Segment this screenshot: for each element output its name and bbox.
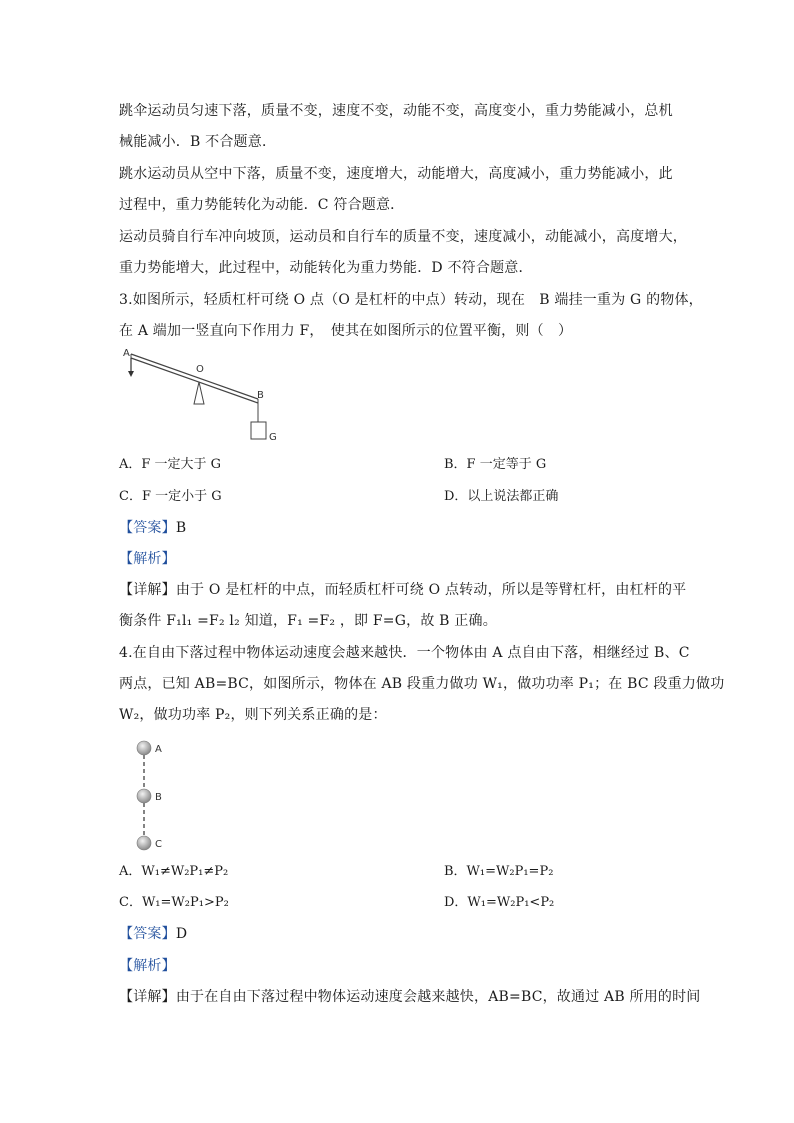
question-4-line-2: 两点，已知 AB=BC，如图所示，物体在 AB 段重力做功 W₁，做功功率 P₁；在 BC 段重力做功 — [119, 676, 725, 692]
q3-analysis-tag: 【解析】 — [119, 551, 176, 567]
q3-detail-line-1 — [119, 580, 686, 600]
lever-label-o: O — [196, 364, 204, 375]
ball-a — [137, 741, 151, 755]
q4-answer — [119, 924, 187, 944]
question-3-line-2: 在 A 端加一竖直向下作用力 F， 使其在如图所示的位置平衡，则（ ） — [119, 323, 573, 339]
falling-ball-figure — [128, 736, 188, 854]
lever-bar-top — [131, 354, 258, 399]
fulcrum-triangle — [194, 382, 204, 404]
lever-figure — [120, 344, 280, 444]
q4-detail-text-1: 由于在自由下落过程中物体运动速度会越来越快，AB=BC，故通过 AB 所用的时间 — [175, 989, 701, 1005]
q4-option-b: B．W₁=W₂P₁=P₂ — [444, 864, 554, 879]
lever-bar-bottom — [131, 358, 258, 403]
ball-c — [137, 836, 151, 850]
text-line-3: 跳水运动员从空中下落，质量不变，速度增大，动能增大，高度减小，重力势能减小，此 — [119, 166, 673, 182]
q3-option-a: A．F 一定大于 G — [119, 457, 222, 472]
q3-answer-tag: 【答案】 — [119, 520, 176, 536]
question-3-line-1: 3.如图所示，轻质杠杆可绕 O 点（O 是杠杆的中点）转动，现在 B 端挂一重为 G 的物体， — [119, 292, 703, 308]
q3-option-d: D．以上说法都正确 — [444, 489, 559, 504]
q3-detail-line-2: 衡条件 F₁l₁ =F₂ l₂ 知道，F₁ =F₂ ，即 F=G，故 B 正确。 — [119, 613, 497, 629]
q3-option-c: C．F 一定小于 G — [119, 489, 222, 504]
ball-b — [137, 789, 151, 803]
q4-analysis-tag: 【解析】 — [119, 958, 176, 974]
q3-answer-value: B — [175, 520, 187, 536]
q4-detail-line-1 — [119, 987, 701, 1007]
q4-option-c: C．W₁=W₂P₁>P₂ — [119, 895, 229, 910]
lever-label-a: A — [123, 348, 130, 359]
q3-detail-text-1: 由于 O 是杠杆的中点，而轻质杠杆可绕 O 点转动，所以是等臂杠杆，由杠杆的平 — [175, 582, 687, 598]
q3-answer — [119, 518, 186, 538]
q4-analysis — [119, 956, 176, 976]
q4-detail-tag: 【详解】 — [119, 989, 176, 1005]
q3-detail-tag: 【详解】 — [119, 582, 176, 598]
text-line-1: 跳伞运动员匀速下落，质量不变，速度不变，动能不变，高度变小，重力势能减小，总机 — [119, 103, 673, 119]
point-label-a: A — [155, 744, 162, 755]
lever-label-b: B — [257, 390, 264, 401]
q4-answer-tag: 【答案】 — [119, 926, 176, 942]
lever-label-g: G — [269, 432, 277, 443]
text-line-5: 运动员骑自行车冲向坡顶，运动员和自行车的质量不变，速度减小，动能减小，高度增大， — [119, 229, 687, 245]
point-label-b: B — [155, 792, 162, 803]
q4-option-a: A．W₁≠W₂P₁≠P₂ — [119, 864, 229, 879]
question-4-line-3: W₂，做功功率 P₂，则下列关系正确的是： — [119, 707, 387, 723]
point-label-c: C — [155, 839, 162, 850]
q4-option-d: D．W₁=W₂P₁<P₂ — [444, 895, 555, 910]
q4-answer-value: D — [175, 926, 188, 942]
text-line-6: 重力势能增大，此过程中，动能转化为重力势能．D 不符合题意． — [119, 260, 533, 276]
text-line-2: 械能减小．B 不合题意． — [119, 134, 277, 150]
force-arrow-head — [128, 371, 134, 377]
question-4-line-1: 4.在自由下落过程中物体运动速度会越来越快．一个物体由 A 点自由下落，相继经过 B、C — [119, 645, 690, 661]
weight-block — [251, 422, 266, 439]
text-line-4: 过程中，重力势能转化为动能．C 符合题意． — [119, 197, 405, 213]
q3-analysis — [119, 549, 176, 569]
q3-option-b: B．F 一定等于 G — [444, 457, 547, 472]
